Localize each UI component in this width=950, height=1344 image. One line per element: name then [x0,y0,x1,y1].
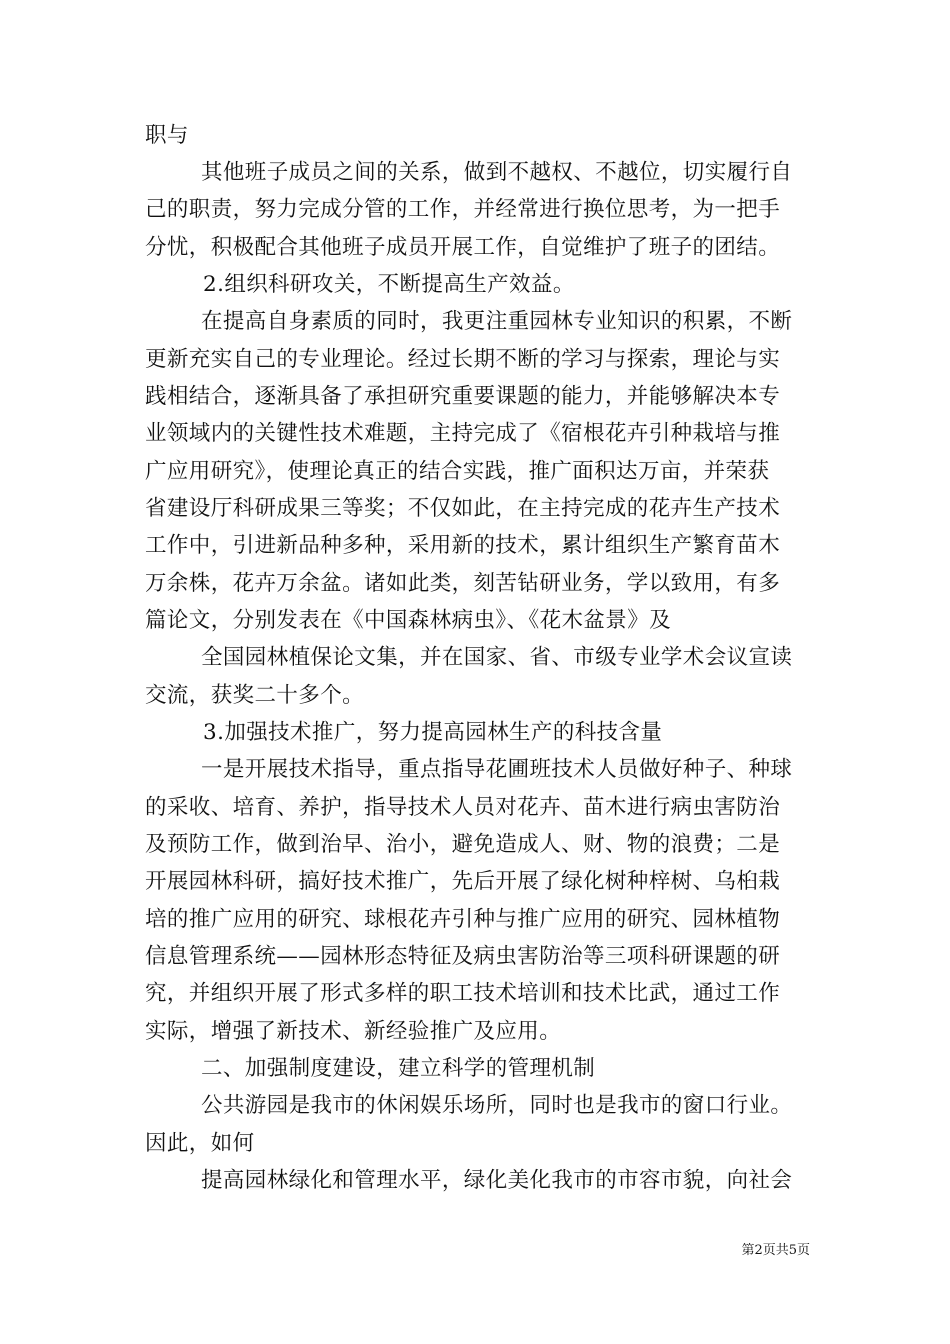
text-line: 业领域内的关键性技术难题，主持完成了《宿根花卉引种栽培与推 [145,421,781,446]
text-line: 己的职责，努力完成分管的工作，并经常进行换位思考，为一把手 [145,197,781,222]
text-line: 的采收、培育、养护，指导技术人员对花卉、苗木进行病虫害防治 [145,795,781,820]
section-heading: 二、加强制度建设，建立科学的管理机制 [201,1056,596,1081]
text-line: 万余株，花卉万余盆。诸如此类，刻苦钻研业务，学以致用，有多 [145,571,781,596]
text-line: 一是开展技术指导，重点指导花圃班技术人员做好种子、种球 [201,757,793,782]
text-line: 公共游园是我市的休闲娱乐场所，同时也是我市的窗口行业。 [201,1093,793,1118]
text-line: 工作中，引进新品种多种，采用新的技术，累计组织生产繁育苗木 [145,533,781,558]
text-line: 提高园林绿化和管理水平，绿化美化我市的市容市貌，向社会 [201,1168,793,1193]
text-line: 篇论文，分别发表在《中国森林病虫》、《花木盆景》及 [145,608,672,633]
text-line: 广应用研究》，使理论真正的结合实践，推广面积达万亩，并荣获 [145,459,770,484]
text-line: 交流，获奖二十多个。 [145,683,365,708]
text-line: 开展园林科研，搞好技术推广，先后开展了绿化树种梓树、乌桕栽 [145,869,781,894]
text-line: 更新充实自己的专业理论。经过长期不断的学习与探索，理论与实 [145,347,781,372]
text-line: 其他班子成员之间的关系，做到不越权、不越位，切实履行自 [201,160,793,185]
text-line: 培的推广应用的研究、球根花卉引种与推广应用的研究、园林植物 [145,907,781,932]
text-line: 分忧，积极配合其他班子成员开展工作，自觉维护了班子的团结。 [145,235,781,260]
text-line: 实际，增强了新技术、新经验推广及应用。 [145,1019,562,1044]
section-heading: 3.加强技术推广，努力提高园林生产的科技含量 [203,720,663,745]
text-line: 践相结合，逐渐具备了承担研究重要课题的能力，并能够解决本专 [145,384,781,409]
text-line: 信息管理系统——园林形态特征及病虫害防治等三项科研课题的研 [145,944,781,969]
text-line: 全国园林植保论文集，并在国家、省、市级专业学术会议宣读 [201,645,793,670]
text-line: 职与 [145,123,189,148]
text-line: 省建设厅科研成果三等奖；不仅如此，在主持完成的花卉生产技术 [145,496,781,521]
text-line: 及预防工作，做到治早、治小，避免造成人、财、物的浪费；二是 [145,832,781,857]
page-number-footer: 第2页共5页 [741,1243,810,1258]
text-line: 究，并组织开展了形式多样的职工技术培训和技术比武，通过工作 [145,981,781,1006]
section-heading: 2.组织科研攻关，不断提高生产效益。 [203,272,575,297]
text-line: 在提高自身素质的同时，我更注重园林专业知识的积累，不断 [201,309,793,334]
text-line: 因此，如何 [145,1131,255,1156]
